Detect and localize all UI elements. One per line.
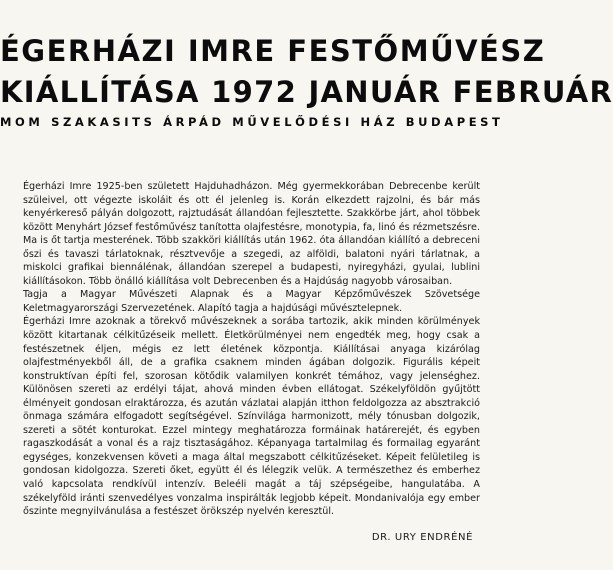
article-body [23, 180, 480, 519]
author-signature: DR. URY ENDRÉNÉ [371, 532, 473, 543]
title-line-1: ÉGERHÁZI IMRE FESTŐMŰVÉSZ [0, 34, 546, 68]
paragraph-memberships: Tagja a Magyar Művészeti Alapnak és a Magyar Képzőművészek Szövetsége Keletmagyarországi Szervezetének. Alapító tagja a hajdúsági művésztelepnek. [23, 289, 480, 314]
paragraph-biography: Égerházi Imre 1925-ben született Hajduhadházon. Még gyermekkorában Debrecenbe került szüleivel, ott végezte iskoláit és ott él jelenleg is. Korán elkezdett rajzolni, és bár más kenyérkereső pályán dolgozott, rajztudását állandóan fejlesztette. Szakkörbe járt, ahol többek között Menyhárt József festőművész tanította olajfestésre, monotypia, fa, linó és rézmetszésre. Ma is őt tartja mesterének. Több szakköri kiállítás után 1962. óta állandóan kiállító a debreceni őszi és tavaszi tárlatoknak, résztvevője a szegedi, az alföldi, balatoni nyári tárlatnak, a miskolci grafikai biennálénak, állandóan szerepel a budapesti, nyiregyházi, gyulai, lublini kiállításokon. Több önálló kiállítása volt Debrecenben és a Hajdúság nagyobb városaiban. [23, 181, 480, 287]
title-line-2: KIÁLLÍTÁSA 1972 JANUÁR FEBRUÁR [0, 75, 613, 109]
venue-subtitle: MOM SZAKASITS ÁRPÁD MŰVELŐDÉSI HÁZ BUDAPEST [0, 115, 504, 129]
paragraph-critique: Égerházi Imre azoknak a törekvő művészeknek a sorába tartozik, akik minden körülmények között kitartanak célkitűzéseik mellett. Életkörülményei nem engedték meg, hogy csak a festészetnek éljen, mégis ez lett életének központja. Kiállításai anyaga kizárólag olajfestményekből áll, de a grafika csaknem minden ágában dolgozik. Figurális képeit konstruktívan építi fel, szorosan kötődik valamilyen konkrét témához, vagy jelenséghez. Különösen szereti az erdélyi tájat, ahová minden évben ellátogat. Székelyföldön gyűjtött élményeit gondosan elraktározza, és azután vázlatai alapján itthon feldolgozza az absztrakció önmaga számára elfogadott segítségével. Színvilága harmonizott, mély tónusban dolgozik, szereti a sötét konturokat. Ezzel mintegy meghatározza formáinak határerejét, és egyben ragaszkodását a vonal és a rajz tisztaságához. Képanyaga tartalmilag és formailag egyaránt egységes, konzekvensen követi a maga által megszabott célkitűzéseket. Képeit felületileg is gondosan kidolgozza. Szereti őket, együtt él és lélegzik velük. A természethez és emberhez való kapcsolata rendkívül intenzív. Beleéli magát a táj szépségeibe, hangulatába. A székelyföld iránti szenvedélyes vonzalma inspirálták legjobb képeit. Mondanivalója egy ember őszinte megnyilvánulása a festészet örökszép nyelvén keresztül. [23, 316, 480, 518]
